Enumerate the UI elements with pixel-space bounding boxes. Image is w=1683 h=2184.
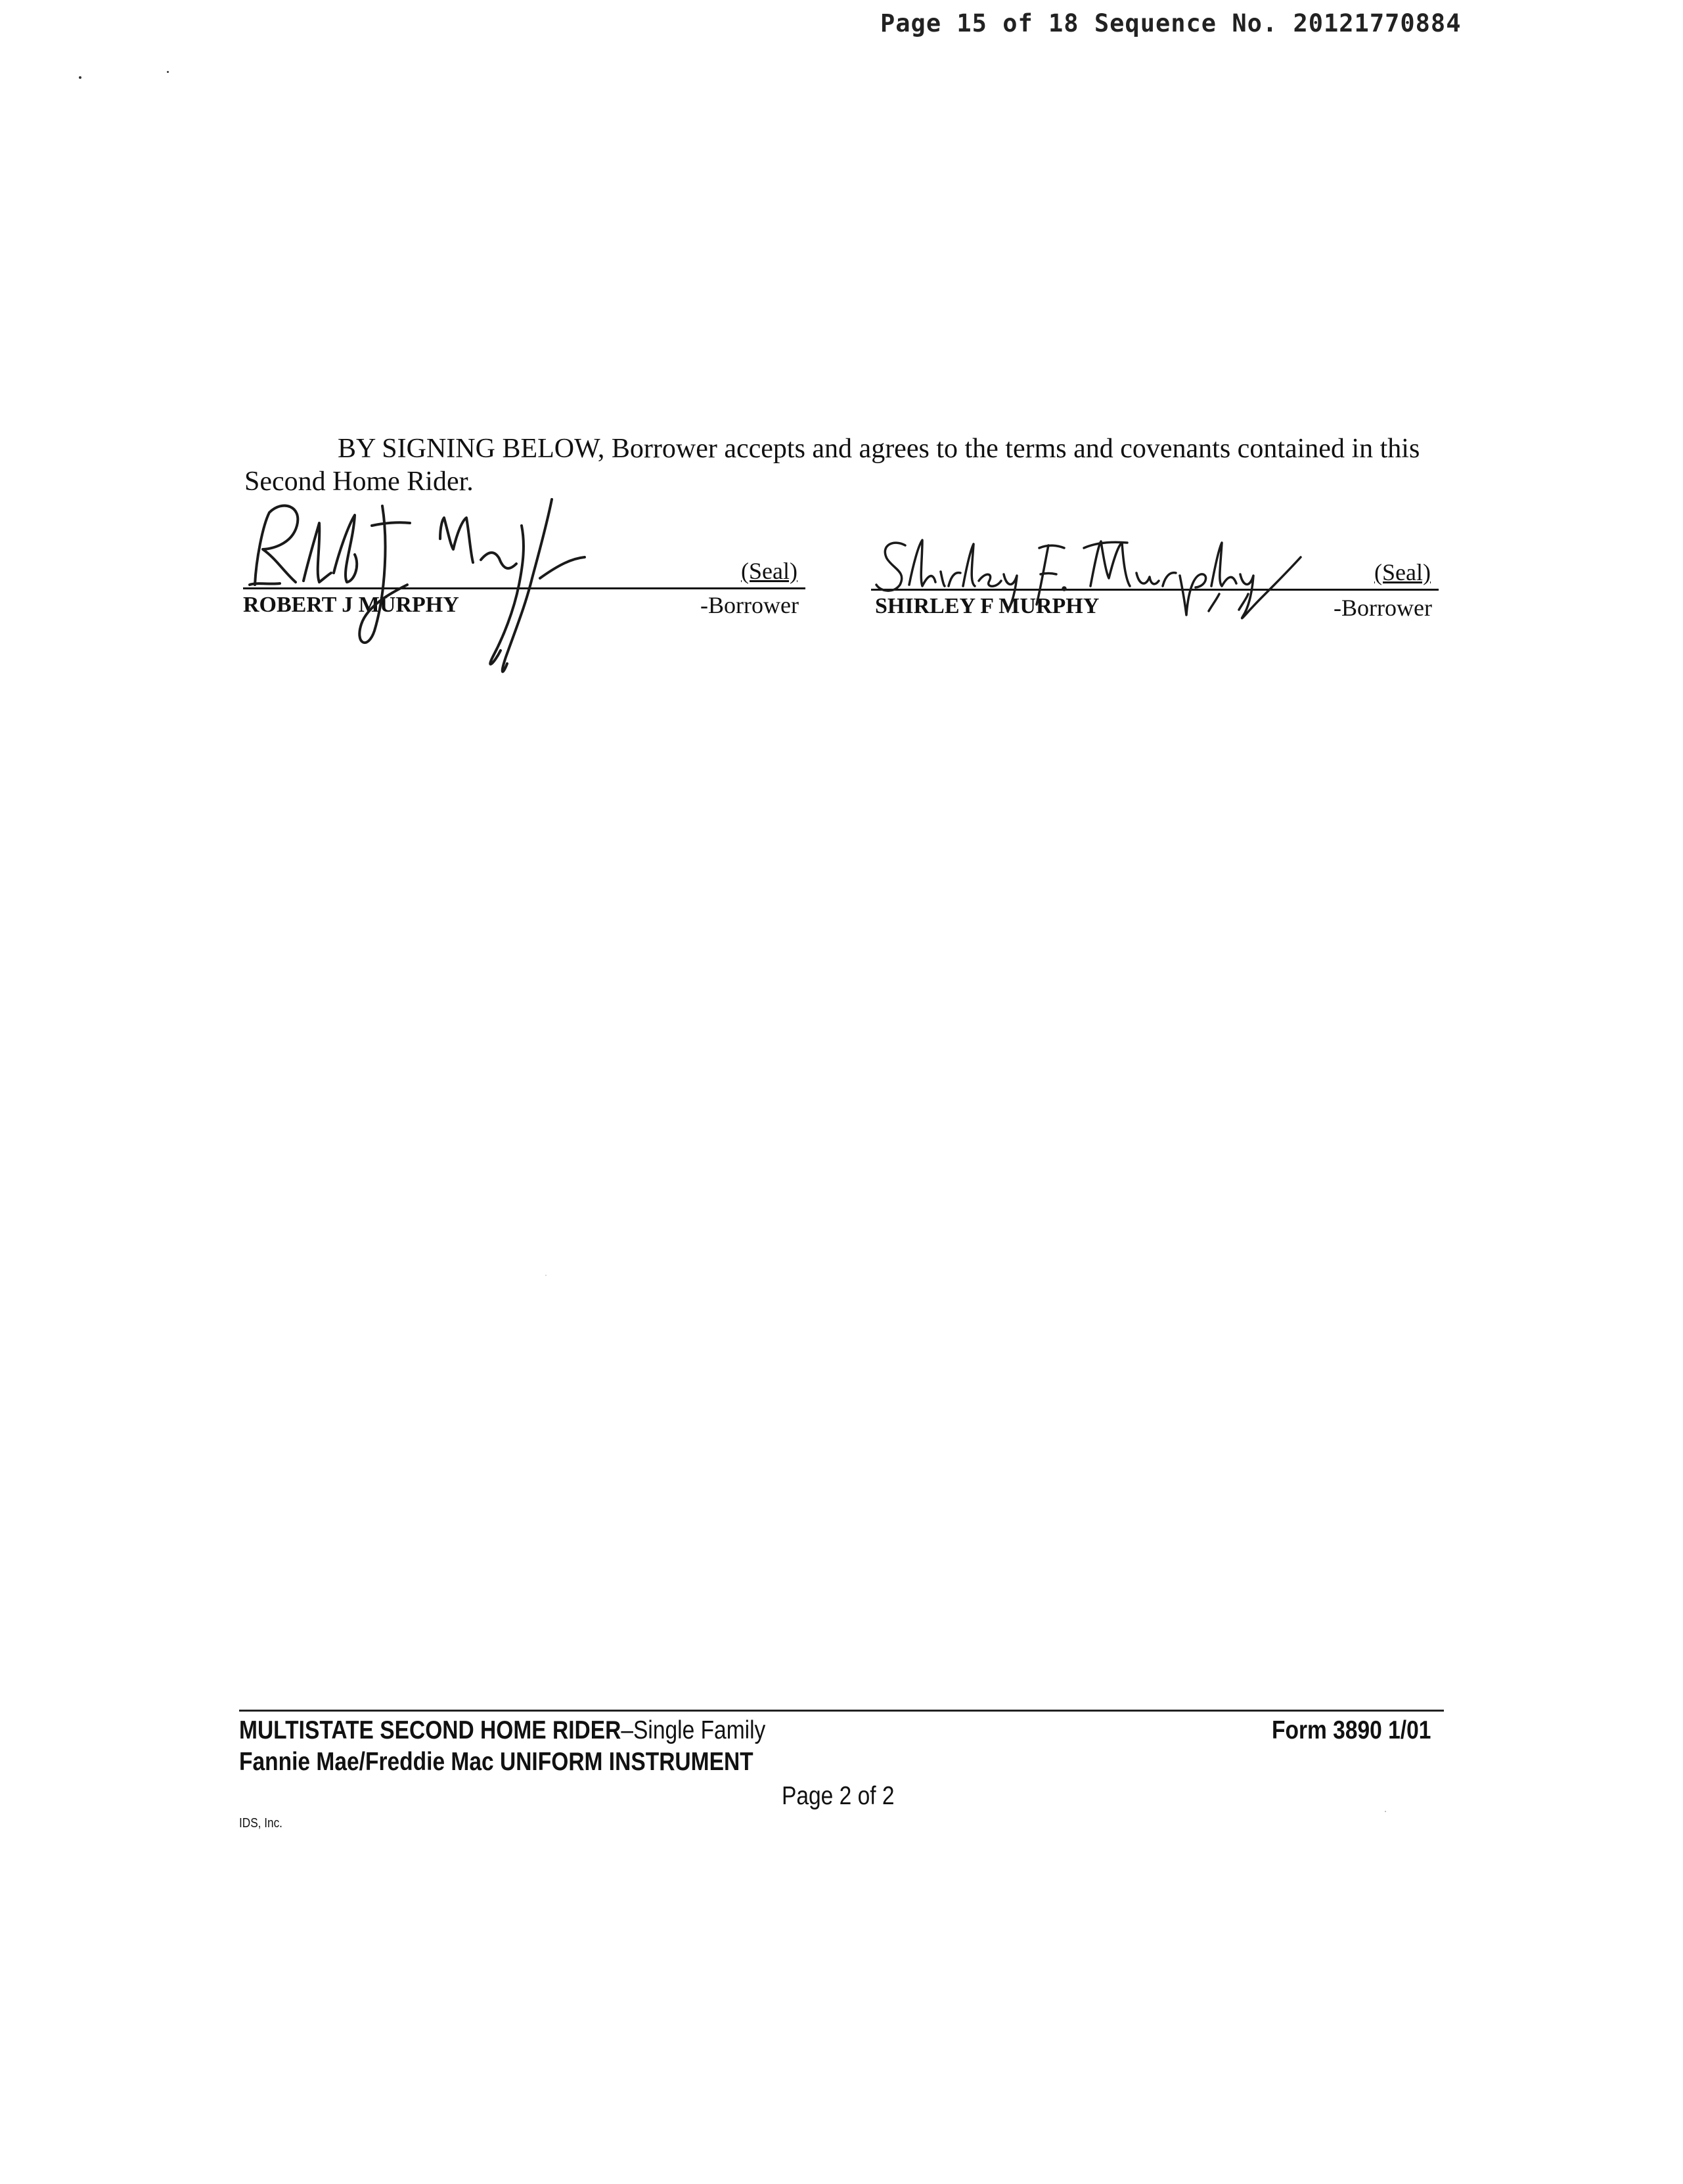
form-subtitle: Fannie Mae/Freddie Mac UNIFORM INSTRUMENT <box>239 1748 753 1776</box>
vendor-label: IDS, Inc. <box>239 1816 282 1831</box>
acceptance-statement-line-1: BY SIGNING BELOW, Borrower accepts and agrees to the terms and covenants contained in this <box>338 434 1420 464</box>
scan-speck <box>79 76 81 79</box>
page-sequence-stamp: Page 15 of 18 Sequence No. 20121770884 <box>880 9 1462 37</box>
form-title <box>239 1716 765 1745</box>
borrower-role-label: -Borrower <box>700 592 799 618</box>
borrower-role-label: -Borrower <box>1334 595 1432 621</box>
borrower-name: SHIRLEY F MURPHY <box>875 594 1100 618</box>
handwritten-signature-shirley <box>867 526 1340 624</box>
form-number: Form 3890 1/01 <box>1272 1716 1431 1744</box>
acceptance-statement-line-2: Second Home Rider. <box>244 466 474 497</box>
handwritten-signature-robert <box>243 486 611 683</box>
page-number: Page 2 of 2 <box>782 1782 895 1810</box>
seal-label: (Seal) <box>741 558 797 584</box>
seal-label: (Seal) <box>1374 559 1431 585</box>
form-title-suffix: –Single Family <box>621 1716 766 1744</box>
scan-speck <box>1385 1811 1386 1812</box>
borrower-name: ROBERT J MURPHY <box>243 593 459 617</box>
scan-speck <box>545 1275 547 1276</box>
footer-divider <box>239 1710 1444 1712</box>
form-title-bold: MULTISTATE SECOND HOME RIDER <box>239 1716 621 1744</box>
scan-speck <box>167 71 169 73</box>
